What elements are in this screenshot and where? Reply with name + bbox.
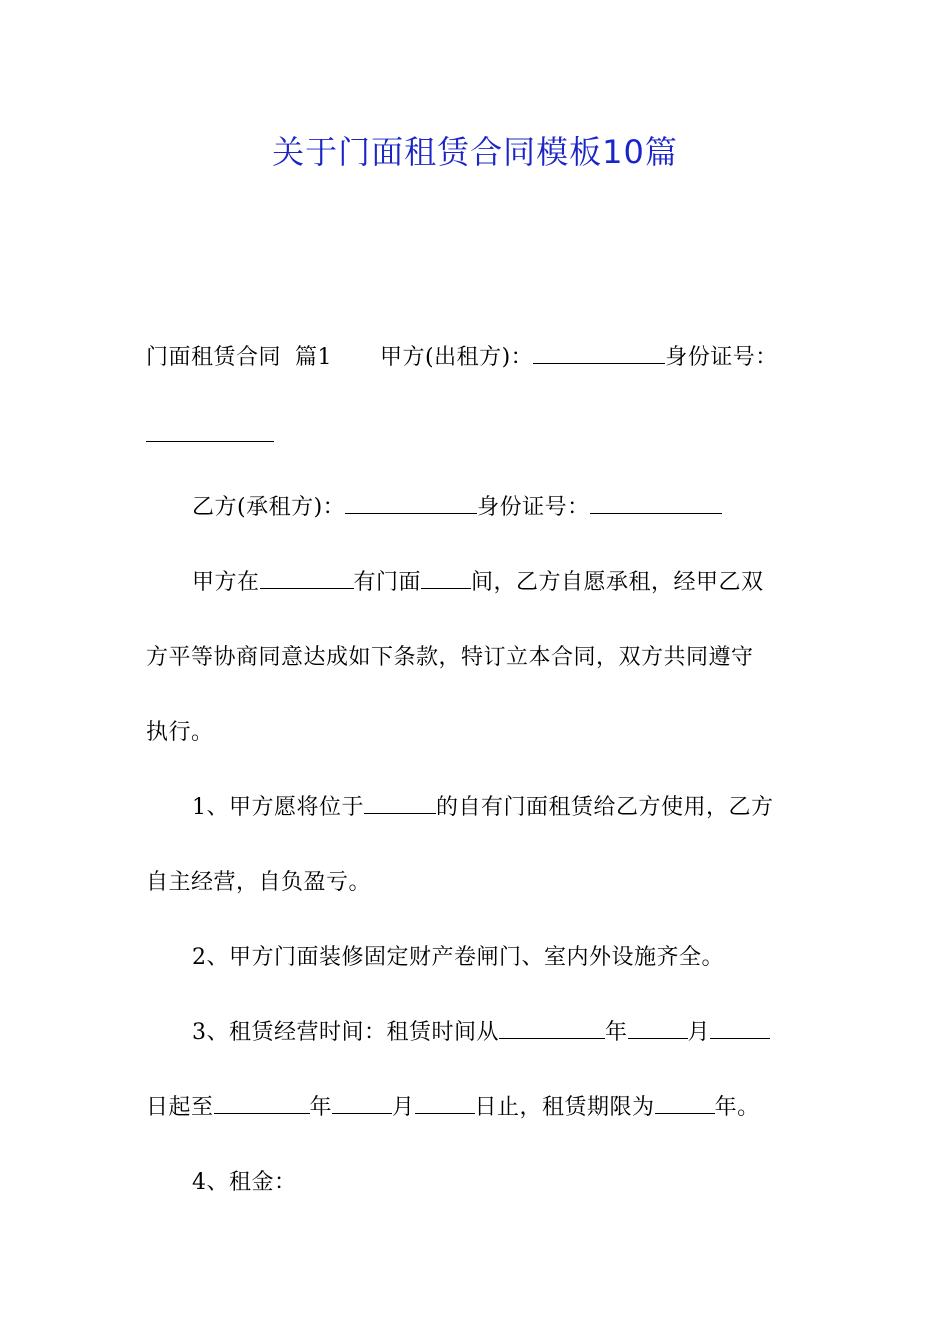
start-month-blank	[628, 1018, 688, 1039]
clause-1-text-b: 的自有门面租赁给乙方使用，乙方	[436, 795, 774, 820]
paragraph-intro-line-1	[192, 565, 764, 601]
start-year-blank	[499, 1018, 605, 1039]
term-years-blank	[655, 1093, 715, 1114]
party-a-id-line	[146, 418, 274, 454]
party-b-id-label: 身份证号：	[477, 495, 590, 520]
party-b-id-blank	[590, 493, 722, 514]
end-month-blank	[332, 1093, 392, 1114]
party-a-name-blank	[533, 343, 665, 364]
party-a-id-blank	[146, 421, 274, 442]
clause-3-text-c: 日止，租赁期限为	[474, 1095, 655, 1120]
intro-text-c: 间，乙方自愿承租，经甲乙双	[471, 570, 764, 595]
clause-3-line-1	[192, 1015, 770, 1051]
clause-3-year-label: 年	[605, 1020, 628, 1045]
clause-3-text-b: 日起至	[146, 1095, 214, 1120]
start-day-blank	[710, 1018, 770, 1039]
intro-text-b: 有门面	[353, 570, 422, 595]
clause-2-line: 2、甲方门面装修固定财产卷闸门、室内外设施齐全。	[192, 945, 724, 970]
paragraph-intro-line-2: 方平等协商同意达成如下条款，特订立本合同，双方共同遵守	[146, 645, 754, 670]
clause-3-end-month-label: 月	[392, 1095, 415, 1120]
location-blank	[260, 568, 354, 589]
clause-1-line-1	[192, 790, 774, 826]
party-b-label: 乙方(承租方)：	[192, 495, 346, 520]
party-b-line	[192, 490, 722, 526]
party-b-name-blank	[345, 493, 477, 514]
clause-3-month-label: 月	[687, 1020, 711, 1045]
clause-1-text-a: 1、甲方愿将位于	[192, 795, 364, 820]
contract-heading-line	[146, 340, 778, 376]
contract-name: 门面租赁合同	[146, 345, 282, 370]
contract-number: 篇1	[295, 345, 333, 370]
clause-1-line-2: 自主经营，自负盈亏。	[146, 870, 372, 895]
clause-3-end-year-label: 年	[309, 1095, 333, 1120]
clause-3-text-a: 3、租赁经营时间：租赁时间从	[192, 1020, 499, 1045]
paragraph-intro-line-3: 执行。	[146, 720, 214, 745]
end-day-blank	[415, 1093, 475, 1114]
party-a-label: 甲方(出租方)：	[380, 345, 534, 370]
document-title: 关于门面租赁合同模板10篇	[272, 133, 678, 171]
end-year-blank	[214, 1093, 310, 1114]
party-a-id-label: 身份证号：	[665, 345, 778, 370]
address-blank	[364, 793, 436, 814]
intro-text-a: 甲方在	[192, 570, 260, 595]
clause-4-line: 4、租金：	[192, 1170, 297, 1195]
unit-count-blank	[421, 568, 471, 589]
clause-3-line-2	[146, 1090, 760, 1126]
clause-3-text-d: 年。	[714, 1095, 760, 1120]
